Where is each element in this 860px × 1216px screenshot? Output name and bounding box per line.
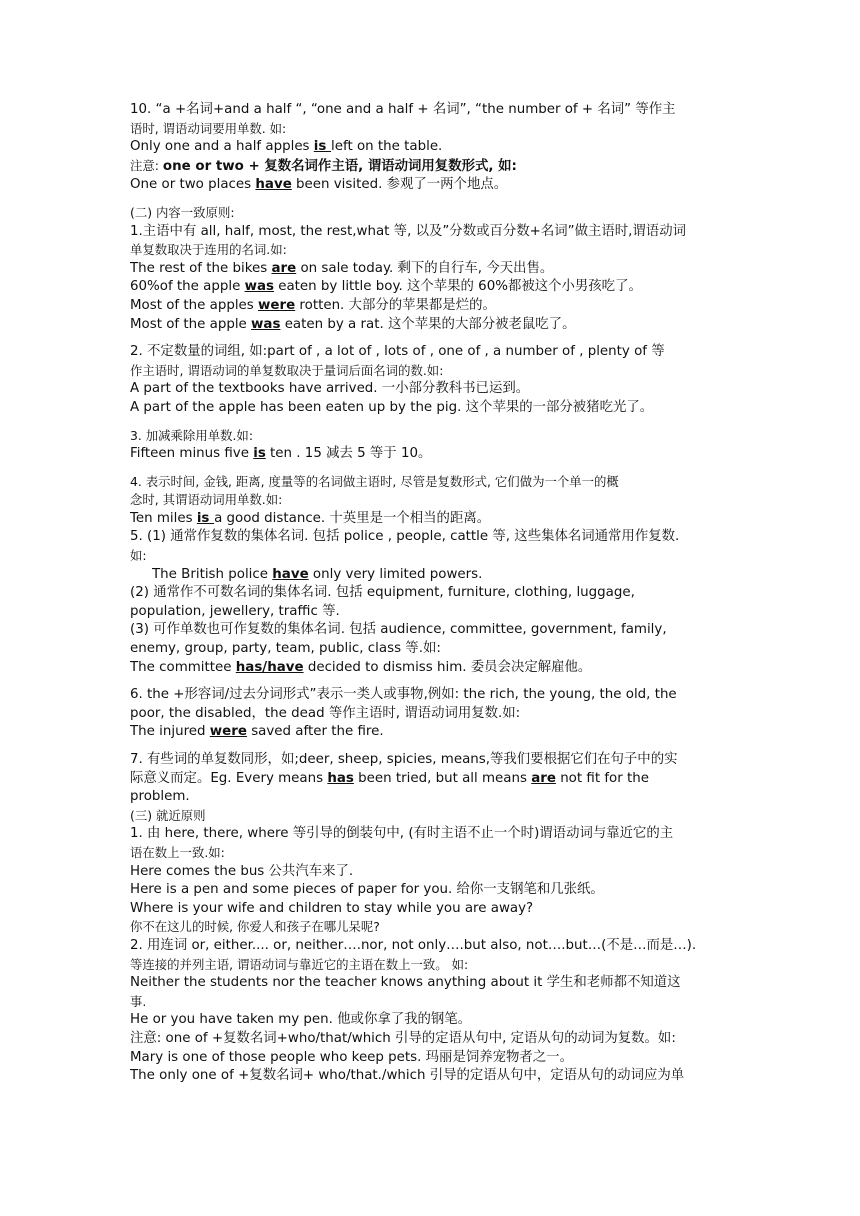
- example-line-cont: 事.: [130, 993, 147, 1009]
- example-line: 60%of the apple was eaten by little boy. 这个苹果的 60%都被这个小男孩吃了。: [130, 279, 642, 295]
- example-line: Neither the students nor the teacher knows anything about it 学生和老师都不知道这: [130, 975, 681, 991]
- example-line: Most of the apples were rotten. 大部分的苹果都是烂的。: [130, 297, 496, 313]
- example-line: Ten miles is a good distance. 十英里是一个相当的距离。: [130, 510, 491, 526]
- example-line: The only one of +复数名词+ who/that./which 引导的定语从句中，定语从句的动词应为单: [130, 1068, 685, 1084]
- rule-7-line-3: problem.: [130, 789, 190, 805]
- verb-highlight: were: [258, 297, 296, 313]
- rule-4-line-2: 念时, 其谓语动词用单数.如:: [130, 492, 283, 508]
- verb-highlight: have: [272, 566, 309, 582]
- rule-5-2-line-1: (2) 通常作不可数名词的集体名词. 包括 equipment, furniture, clothing, luggage,: [130, 585, 635, 601]
- note-line: 注意: one of +复数名词+who/that/which 引导的定语从句中, 定语从句的动词为复数。如:: [130, 1030, 676, 1046]
- verb-highlight: is: [196, 510, 215, 526]
- example-line: A part of the apple has been eaten up by the pig. 这个苹果的一部分被猪吃光了。: [130, 399, 654, 415]
- verb-highlight: were: [209, 724, 247, 740]
- rule-3-line-1: 3. 加减乘除用单数.如:: [130, 427, 253, 443]
- rule-4-line-1: 4. 表示时间, 金钱, 距离, 度量等的名词做主语时, 尽管是复数形式, 它们做为一个单一的概: [130, 473, 619, 489]
- rule-5-line-2: 如:: [130, 548, 147, 564]
- verb-highlight: is: [313, 139, 332, 155]
- rule-3-1-line-2: 语在数上一致.如:: [130, 844, 225, 860]
- rule-3-2-line-2: 等连接的并列主语, 谓语动词与靠近它的主语在数上一致。 如:: [130, 956, 469, 972]
- example-line: Fifteen minus five is ten . 15 减去 5 等于 10。: [130, 446, 432, 462]
- example-line: Only one and a half apples is left on the table.: [130, 139, 443, 155]
- rule-10-line-1: 10. “a +名词+and a half “, “one and a half + 名词”, “the number of + 名词” 等作主: [130, 102, 676, 117]
- verb-highlight: are: [271, 260, 297, 276]
- section-heading: (二) 内容一致原则:: [130, 204, 235, 220]
- example-line: One or two places have been visited. 参观了一两个地点。: [130, 177, 508, 193]
- rule-1-line-2: 单复数取决于连用的名词.如:: [130, 242, 287, 258]
- rule-5-2-line-2: population, jewellery, traffic 等.: [130, 603, 340, 619]
- document-page: [130, 101, 740, 1086]
- rule-5-3-line-1: (3) 可作单数也可作复数的集体名词. 包括 audience, committee, government, family,: [130, 622, 667, 638]
- verb-highlight: was: [244, 279, 274, 295]
- note-line: 注意: one or two + 复数名词作主语, 谓语动词用复数形式, 如:: [130, 157, 517, 174]
- note-bold: one or two + 复数名词作主语, 谓语动词用复数形式, 如:: [162, 158, 517, 174]
- rule-6-line-1: 6. the +形容词/过去分词形式”表示一类人或事物,例如: the rich, the young, the old, the: [130, 687, 677, 703]
- example-line: The injured were saved after the fire.: [130, 724, 384, 740]
- verb-highlight: has: [327, 770, 354, 786]
- example-translation: 你不在这儿的时候, 你爱人和孩子在哪儿呆呢?: [130, 919, 380, 935]
- example-line: The British police have only very limited powers.: [152, 566, 483, 582]
- rule-1-line-1: 1.主语中有 all, half, most, the rest,what 等, 以及”分数或百分数+名词”做主语时,谓语动词: [130, 223, 686, 239]
- section-heading: (三) 就近原则: [130, 807, 206, 823]
- example-line: Most of the apple was eaten by a rat. 这个苹果的大部分被老鼠吃了。: [130, 316, 576, 332]
- rule-7-line-1: 7. 有些词的单复数同形，如;deer, sheep, spicies, means,等我们要根据它们在句子中的实: [130, 752, 678, 767]
- verb-highlight: are: [531, 770, 556, 786]
- rule-2-line-1: 2. 不定数量的词组, 如:part of , a lot of , lots of , one of , a number of , plenty of 等: [130, 344, 665, 360]
- rule-3-1-line-1: 1. 由 here, there, where 等引导的倒装句中, (有时主语不止一个时)谓语动词与靠近它的主: [130, 826, 674, 842]
- example-line: Here comes the bus 公共汽车来了.: [130, 863, 354, 879]
- rule-7-line-2: 际意义而定。Eg. Every means has been tried, but all means are not fit for the: [130, 770, 649, 786]
- example-line: Mary is one of those people who keep pets. 玛丽是饲养宠物者之一。: [130, 1049, 573, 1065]
- example-line: Here is a pen and some pieces of paper for you. 给你一支钢笔和几张纸。: [130, 882, 604, 898]
- rule-2-line-2: 作主语时, 谓语动词的单复数取决于量词后面名词的数.如:: [130, 362, 444, 378]
- verb-highlight: is: [253, 446, 266, 462]
- verb-highlight: has/have: [235, 659, 304, 675]
- rule-10-line-2: 语时, 谓语动词要用单数. 如:: [130, 120, 287, 136]
- example-line: He or you have taken my pen. 他或你拿了我的钢笔。: [130, 1012, 472, 1028]
- verb-highlight: was: [251, 316, 281, 332]
- rule-5-line-1: 5. (1) 通常作复数的集体名词. 包括 police , people, cattle 等, 这些集体名词通常用作复数.: [130, 529, 680, 545]
- example-line: A part of the textbooks have arrived. 一小部分教科书已运到。: [130, 381, 530, 397]
- rule-5-3-line-2: enemy, group, party, team, public, class 等.如:: [130, 641, 441, 657]
- example-line: The rest of the bikes are on sale today. 剩下的自行车, 今天出售。: [130, 260, 554, 276]
- rule-6-line-2: poor, the disabled，the dead 等作主语时, 谓语动词用复数.如:: [130, 705, 521, 721]
- verb-highlight: have: [255, 177, 292, 193]
- rule-3-2-line-1: 2. 用连词 or, either.... or, neither….nor, not only….but also, not….but…(不是…而是…).: [130, 937, 697, 953]
- example-line: The committee has/have decided to dismiss him. 委员会决定解雇他。: [130, 659, 592, 675]
- example-line: Where is your wife and children to stay while you are away?: [130, 900, 534, 916]
